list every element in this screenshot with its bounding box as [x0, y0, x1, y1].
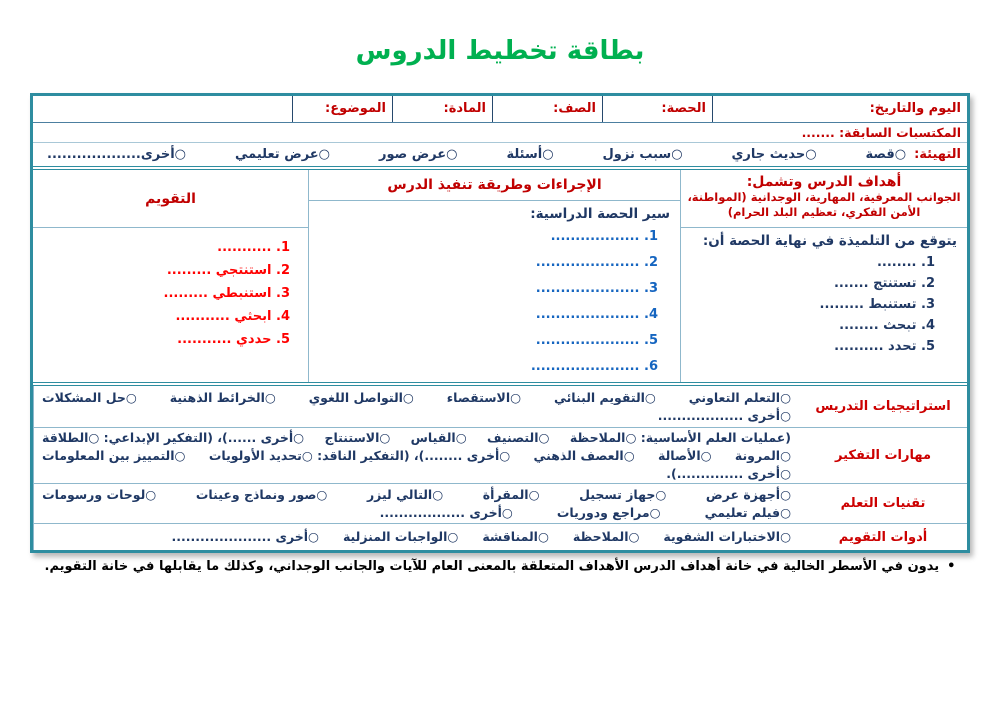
field-period — [602, 96, 712, 122]
evaluation-body — [33, 228, 308, 382]
strategy-option: ○حل المشكلات — [42, 389, 137, 405]
lesson-flow-item: 6. ...................... — [315, 356, 658, 377]
header-row — [33, 96, 967, 123]
lesson-flow-item: 2. ..................... — [315, 252, 658, 273]
lesson-flow-title: سير الحصة الدراسية: — [530, 206, 670, 222]
objectives-header — [681, 170, 967, 228]
thinking-option: ○العصف الذهني — [533, 447, 635, 463]
technology-option: ○جهاز تسجيل — [579, 486, 667, 502]
expected-outcome-item: 3. تستنبط ......... — [687, 295, 935, 314]
technology-option: ○فيلم تعليمي — [704, 504, 791, 520]
expected-outcomes-title: يتوقع من التلميذة في نهاية الحصة أن: — [702, 233, 957, 249]
strategy-option: ○التقويم البنائي — [553, 389, 656, 405]
assessment-option: ○الواجبات المنزلية — [342, 529, 459, 544]
technology-option: ○مراجع ودوريات — [556, 504, 661, 520]
assessment-option: ○المناقشة — [482, 529, 549, 544]
thinking-line-2 — [42, 447, 791, 465]
strategy-option: ○الخرائط الذهنية — [169, 389, 276, 405]
evaluation-header: التقويم — [33, 170, 308, 228]
prior-learning-row — [33, 123, 967, 143]
teaching-strategies-label: استراتيجيات التدريس — [815, 399, 951, 414]
procedures-header: الإجراءات وطريقة تنفيذ الدرس — [309, 170, 680, 201]
objectives-title: أهداف الدرس وتشمل: — [746, 174, 902, 190]
field-day-date — [712, 96, 967, 122]
evaluation-item: 1. ........... — [39, 238, 290, 257]
warmup-option: ○أخرى................... — [47, 147, 187, 162]
technology-option: ○صور ونماذج وعينات — [195, 486, 328, 502]
technology-option: ○أجهزة عرض — [705, 486, 791, 502]
evaluation-item: 5. حددي ........... — [39, 330, 290, 349]
assessment-tools-options — [33, 524, 799, 550]
thinking-skills-label: مهارات التفكير — [835, 448, 931, 463]
assessment-tools-label: أدوات التقويم — [838, 529, 928, 545]
thinking-option: ○المرونة — [734, 447, 791, 463]
strategy-option: ○التعلم التعاوني — [688, 389, 791, 405]
thinking-option: ○أخرى ......)، (التفكير الإبداعي: ○الطلاقة — [42, 429, 305, 445]
warmup-option: ○سبب نزول — [602, 147, 683, 162]
bullet-icon: • — [947, 559, 956, 574]
info-section — [33, 96, 967, 167]
objectives-column — [680, 170, 967, 382]
footnote-text: يدون في الأسطر الخالية في خانة أهداف الدرس الأهداف المتعلقة بالمعنى العام للآيات والجانب الوجداني، وكذلك ما يقابلها في خانة التقويم. — [44, 559, 940, 574]
field-class — [492, 96, 602, 122]
warmup-option: ○عرض صور — [378, 147, 458, 162]
field-topic — [292, 96, 392, 122]
warmup-option: ○حديث جاري — [731, 147, 817, 162]
prior-learning-label: المكتسبات السابقة: — [839, 125, 961, 140]
expected-outcome-item: 2. تستنتج ....... — [687, 274, 935, 293]
field-period-label: الحصة: — [661, 101, 706, 116]
learning-technologies-options — [33, 484, 799, 523]
footnote — [30, 559, 970, 574]
field-day-date-label: اليوم والتاريخ: — [869, 101, 961, 116]
expected-outcome-item: 5. تحدد .......... — [687, 337, 935, 356]
thinking-option: ○أخرى ........)، (التفكير الناقد: ○تحديد الأولويات — [208, 447, 511, 463]
technology-option: ○أخرى .................. — [379, 504, 513, 520]
thinking-skills-row — [33, 428, 967, 484]
prior-learning-blank: ....... — [801, 125, 835, 140]
thinking-skills-options — [33, 428, 799, 483]
thinking-option: ○التمييز بين المعلومات — [42, 447, 186, 463]
lesson-flow-item: 1. .................. — [315, 226, 658, 247]
strategies-line-1 — [42, 389, 791, 407]
thinking-line-1 — [42, 429, 791, 447]
warmup-row — [33, 143, 967, 166]
field-class-label: الصف: — [553, 101, 596, 116]
expected-outcomes-list — [687, 253, 935, 356]
procedures-body — [309, 201, 680, 382]
field-topic-label: الموضوع: — [325, 101, 386, 116]
expected-outcome-item: 1. ........ — [687, 253, 935, 272]
assessment-option: ○الملاحظة — [572, 529, 640, 544]
strategy-option: ○التواصل اللغوي — [308, 389, 414, 405]
lesson-plan-card — [30, 93, 970, 553]
technologies-line-2 — [42, 504, 791, 522]
strategy-option: ○الاستقصاء — [446, 389, 522, 405]
thinking-line-3 — [42, 465, 791, 483]
warmup-option: ○قصة — [865, 147, 907, 162]
teaching-strategies-row — [33, 386, 967, 428]
strategy-option: ○أخرى .................. — [657, 407, 791, 423]
assessment-tools-row — [33, 524, 967, 550]
warmup-option: ○أسئلة — [506, 147, 554, 162]
strategies-line-2 — [42, 407, 791, 425]
objectives-subtitle: الجوانب المعرفية، المهارية، الوجدانية (المواطنة، الأمن الفكري، تعظيم البلد الحرام) — [687, 190, 961, 219]
evaluation-column — [33, 170, 308, 382]
technology-option: ○المقرأة — [482, 486, 540, 502]
evaluation-item: 2. استنتجي ......... — [39, 261, 290, 280]
lesson-flow-item: 5. ..................... — [315, 330, 658, 351]
field-subject — [392, 96, 492, 122]
assessment-option: ○أخرى ..................... — [171, 529, 319, 544]
field-subject-label: المادة: — [443, 101, 486, 116]
teaching-strategies-options — [33, 386, 799, 427]
assessment-line-1 — [42, 528, 791, 546]
technology-option: ○التالي ليزر — [366, 486, 444, 502]
learning-technologies-row — [33, 484, 967, 524]
learning-technologies-label: تقنيات التعلم — [840, 496, 926, 511]
thinking-option: ○الاستنتاج — [324, 429, 391, 445]
technology-option: ○لوحات ورسومات — [42, 486, 157, 502]
planning-section — [33, 169, 967, 383]
thinking-option: ○أخرى ..............). — [666, 465, 791, 481]
methods-section — [33, 385, 967, 550]
evaluation-item: 4. ابحثي ........... — [39, 307, 290, 326]
thinking-option: ○الأصالة — [658, 447, 712, 463]
page-title: بطاقة تخطيط الدروس — [355, 36, 645, 66]
thinking-option: ○التصنيف — [487, 429, 550, 445]
objectives-body — [681, 228, 967, 382]
evaluation-list — [39, 238, 290, 349]
warmup-option: ○عرض تعليمي — [234, 147, 331, 162]
thinking-option: ○القياس — [410, 429, 467, 445]
lesson-flow-list — [315, 226, 658, 377]
evaluation-item: 3. استنبطي ......... — [39, 284, 290, 303]
technologies-line-1 — [42, 486, 791, 504]
thinking-option: (عمليات العلم الأساسية: ○الملاحظة — [569, 429, 791, 445]
field-empty — [33, 96, 292, 122]
warmup-options — [33, 147, 914, 162]
warmup-label: التهيئة: — [914, 147, 961, 162]
expected-outcome-item: 4. تبحث ........ — [687, 316, 935, 335]
lesson-flow-item: 4. ..................... — [315, 304, 658, 325]
assessment-option: ○الاختبارات الشفوية — [663, 529, 791, 544]
lesson-flow-item: 3. ..................... — [315, 278, 658, 299]
procedures-column — [308, 170, 680, 382]
